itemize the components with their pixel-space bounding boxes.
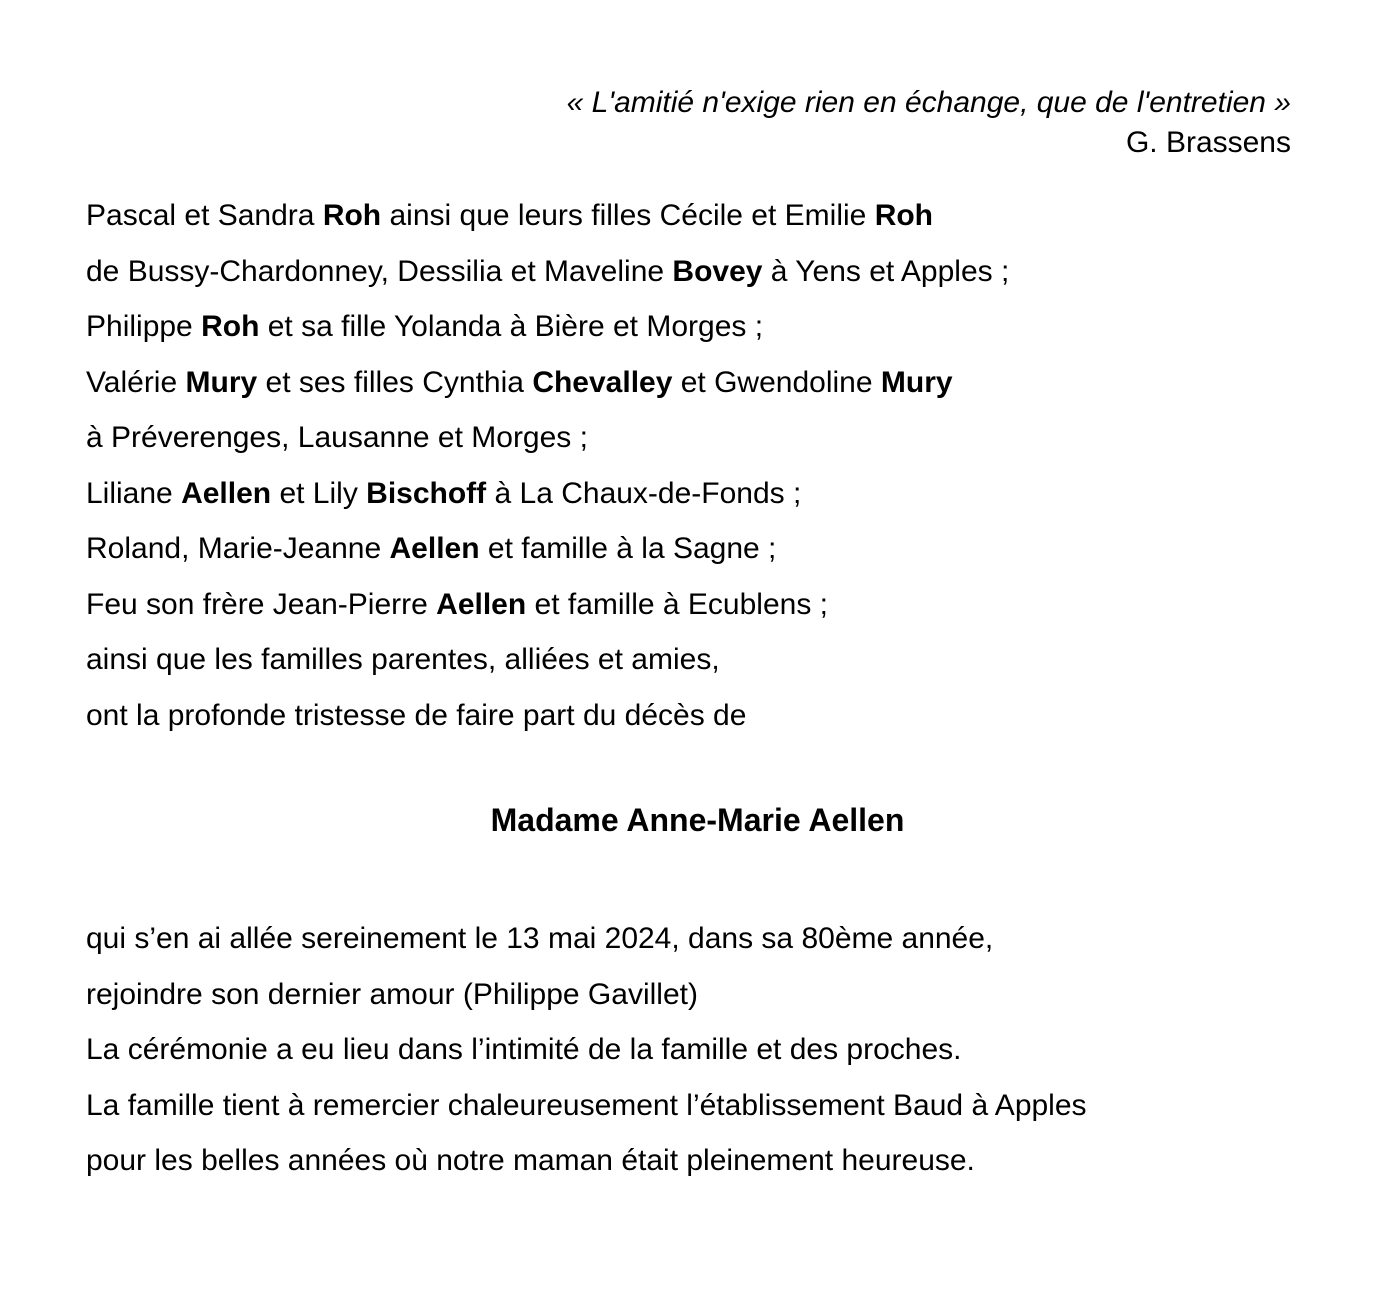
family-surname: Aellen [389, 532, 480, 565]
family-surname: Roh [874, 199, 934, 232]
family-line [86, 577, 1309, 633]
family-surname: Aellen [436, 587, 527, 621]
quote-text: « L'amitié n'exige rien en échange, que de l'entretien » [566, 86, 1291, 119]
text-segment: Liliane [86, 476, 182, 510]
text-segment: Pascal et Sandra [86, 199, 323, 232]
text-segment: Roland, Marie-Jeanne [86, 532, 390, 565]
text-segment: ainsi que les familles parentes, alliées et amies, [86, 643, 720, 676]
family-surname: Mury [185, 365, 258, 399]
quote-author: G. Brassens [1125, 126, 1291, 159]
text-segment: et Gwendoline [672, 365, 881, 399]
text-segment: ont la profonde tristesse de faire part du décès de [86, 698, 747, 732]
family-line [86, 688, 1309, 744]
family-line [86, 632, 1309, 688]
deceased-name: Madame Anne-Marie Aellen [490, 802, 905, 838]
family-line [86, 521, 1309, 577]
text-segment: Feu son frère Jean-Pierre [86, 587, 437, 621]
text-segment: et famille à la Sagne ; [479, 532, 777, 565]
family-surname: Roh [322, 199, 382, 232]
family-surname: Chevalley [532, 365, 673, 399]
details-line: La cérémonie a eu lieu dans l’intimité de la famille et des proches. [86, 1033, 962, 1066]
family-surname: Mury [880, 365, 953, 399]
family-line [86, 410, 1309, 466]
family-surname: Bischoff [366, 476, 487, 510]
text-segment: Philippe [86, 310, 202, 343]
details-lines [86, 911, 1309, 1189]
text-segment: ainsi que leurs filles Cécile et Emilie [381, 199, 875, 232]
text-segment: et famille à Ecublens ; [526, 587, 829, 621]
text-segment: à La Chaux-de-Fonds ; [486, 476, 802, 510]
text-segment: et sa fille Yolanda à Bière et Morges ; [259, 310, 764, 343]
family-surname: Bovey [672, 254, 763, 288]
text-segment: de Bussy-Chardonney, Dessilia et Maveline [86, 254, 673, 288]
details-line: rejoindre son dernier amour (Philippe Gavillet) [86, 977, 698, 1011]
details-line: La famille tient à remercier chaleureusement l’établissement Baud à Apples [86, 1088, 1087, 1122]
family-surname: Aellen [181, 476, 272, 510]
details-line: qui s’en ai allée sereinement le 13 mai 2024, dans sa 80ème année, [86, 922, 994, 955]
text-segment: et Lily [271, 476, 367, 510]
quote-block [86, 83, 1291, 163]
text-segment: à Préverenges, Lausanne et Morges ; [86, 421, 588, 454]
family-surname: Roh [201, 310, 260, 343]
text-segment: à Yens et Apples ; [762, 254, 1010, 288]
family-lines [86, 188, 1309, 743]
family-line [86, 466, 1309, 522]
family-line [86, 299, 1309, 355]
family-line [86, 188, 1309, 244]
text-segment: Valérie [86, 365, 186, 399]
text-segment: et ses filles Cynthia [257, 365, 533, 399]
family-line [86, 244, 1309, 300]
details-line: pour les belles années où notre maman était pleinement heureuse. [86, 1144, 975, 1177]
family-line [86, 355, 1309, 411]
